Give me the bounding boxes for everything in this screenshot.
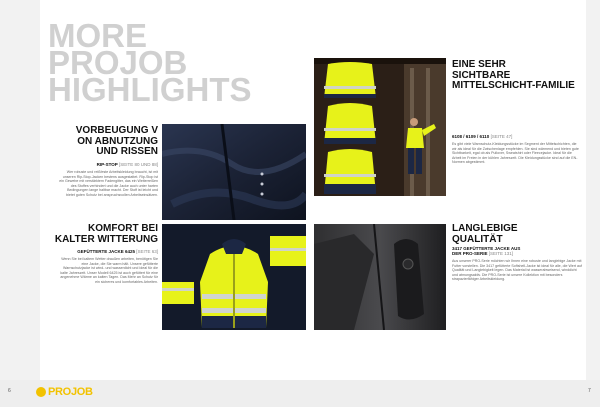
left-page-edge <box>0 0 40 380</box>
title-line-2: PROJOB <box>48 44 188 81</box>
cold-subtitle: GEFÜTTERTE JACKE 6425 [SEITE 63] <box>77 249 158 254</box>
cold-heading: KOMFORT BEI KALTER WITTERUNG <box>54 223 158 245</box>
title-line-1: MORE <box>48 17 147 54</box>
quality-subtitle: 3417 GEFÜTTERTE JACKE AUS DER PRO-SERIE [SEITE 131] <box>452 246 521 256</box>
page-title <box>48 17 308 108</box>
logo-mark-icon <box>36 387 46 397</box>
midlayer-family-photo <box>314 58 446 196</box>
page-number-right: 7 <box>588 388 591 394</box>
hiviz-jacket-photo <box>162 224 306 330</box>
ripstop-fabric-photo <box>162 124 306 220</box>
abrasion-heading: VORBEUGUNG V ON ABNUTZUNG UND RISSEN <box>75 125 158 157</box>
softshell-jacket-photo <box>314 224 446 330</box>
abrasion-text: Wer robuste und reißfeste Arbeitskleidung braucht, ist mit unseren Rip-Stop-Jacken bestens ausgestattet. Rip-Stop ist ein Gewebe mit verstärktem Fadengitter, das ein Weiterreißen des Stoffes verhindert und die Jacke auch unter harten Bedingungen lange haltbar macht. Der Stoff ist leicht und bietet guten Schutz bei anspruchsvollen Arbeitseinsätzen. <box>59 170 158 197</box>
family-text: Es gibt viele Warnschutz-Kleidungsstücke im Segment der Mittelschichten, die wir als ideal für die Zwischenlage empfehlen. Sie sind wärmend und bieten gute Sichtbarkeit, egal ob als Pullover, Sweatshirt oder Fleecejacke. Ideal für die Arbeit im Freien in der kühlen Jahreszeit. Die Kleidungsstücke sind auf die EN-Normen abgestimmt. <box>452 142 579 165</box>
cold-text: Wenn Sie bei kaltem Wetter draußen arbeiten, benötigen Sie eine Jacke, die Sie warm hält. Unsere gefütterte Warnschutzjacke ist wind- und wasserdicht und ideal für die kalte Jahreszeit. Unser Modell 6425 ist auch gefüttert für eine angenehme Wärme an kalten Tagen. Das Mehr an Schutz für ein sicheres und komfortables Arbeiten. <box>60 257 158 284</box>
right-page-edge <box>586 0 600 380</box>
title-line-3: HIGHLIGHTS <box>48 71 252 108</box>
page-number-left: 6 <box>8 388 11 394</box>
family-heading: EINE SEHR SICHTBARE MITTELSCHICHT-FAMILIE <box>452 59 575 91</box>
quality-heading: LANGLEBIGE QUALITÄT <box>452 223 518 245</box>
projob-logo: PROJOB <box>36 386 93 398</box>
family-subtitle: 6108 / 6109 / 6110 [SEITE 47] <box>452 134 513 139</box>
quality-text: Aus unserer PRO-Serie möchten wir Ihnen eine robuste und langlebige Jacke mit Futter vorstellen. Die 3417 gefütterte Softshell-Jacke ist ideal für alle, die Wert auf Qualität und Langlebigkeit legen. Das Material ist wasserabweisend, winddicht und atmungsaktiv. Die PRO-Serie ist unsere Kollektion mit besonders strapazierfähiger Arbeitskleidung. <box>452 259 582 282</box>
abrasion-subtitle: RIP-STOP [SEITE 80 UND 88] <box>96 162 158 167</box>
